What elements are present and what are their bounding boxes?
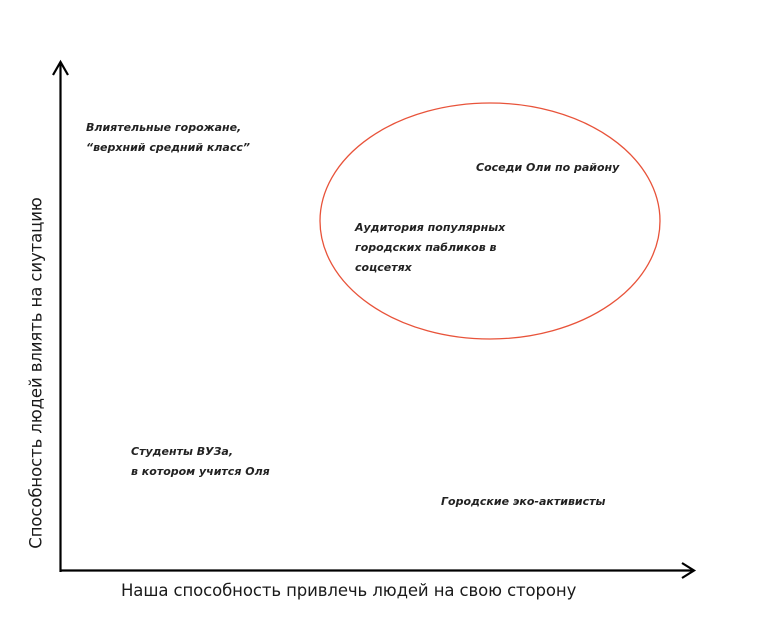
segment-influential-citizens	[86, 118, 250, 158]
segment-line: Соседи Оли по району	[476, 161, 620, 174]
segment-neighbors	[476, 158, 619, 178]
segment-line: “верхний средний класс”	[86, 141, 250, 154]
x-axis-label: Наша способность привлечь людей на свою сторону	[121, 581, 577, 600]
segment-line: Аудитория популярных	[355, 221, 506, 234]
segment-line: Студенты ВУЗа,	[131, 445, 233, 458]
segment-line: Городские эко-активисты	[441, 495, 606, 508]
segment-students	[131, 442, 270, 482]
segment-line: городских пабликов в	[355, 241, 497, 254]
segment-line: в котором учится Оля	[131, 465, 270, 478]
segment-line: Влиятельные горожане,	[86, 121, 242, 134]
segment-eco-activists	[441, 492, 605, 512]
segment-line: соцсетях	[355, 261, 412, 274]
segment-social-audience	[355, 218, 505, 278]
y-axis-label: Способность людей влиять на сиутацию	[26, 197, 46, 549]
